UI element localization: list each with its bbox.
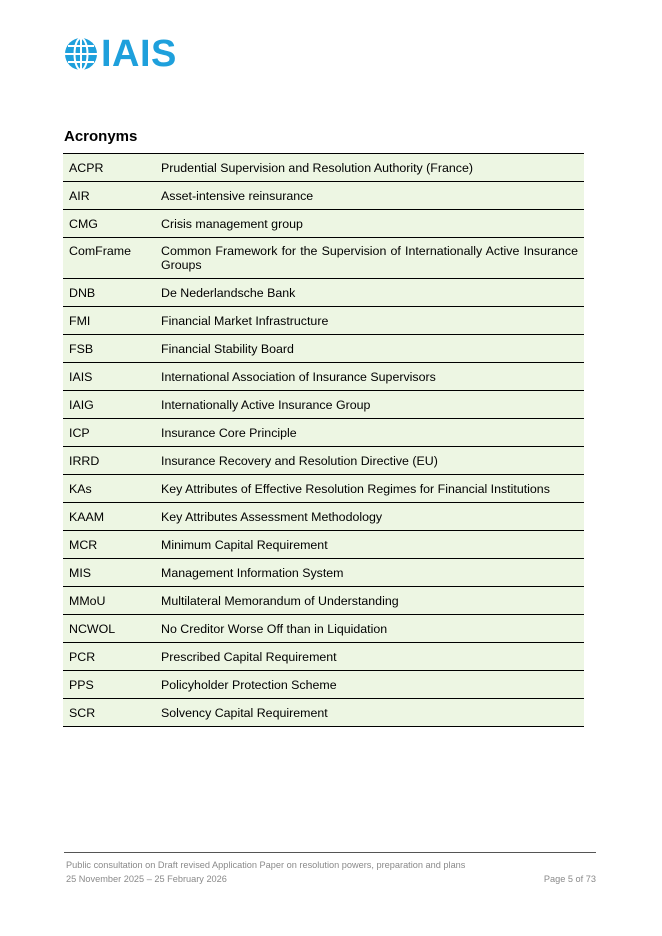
definition-cell: Management Information System — [155, 559, 584, 587]
table-row — [63, 307, 584, 335]
acronyms-table — [63, 153, 584, 727]
table-row — [63, 363, 584, 391]
footer-document-title: Public consultation on Draft revised Application Paper on resolution powers, preparation and plans — [66, 860, 466, 870]
table-row — [63, 391, 584, 419]
definition-cell: Crisis management group — [155, 210, 584, 238]
definition-cell: Insurance Core Principle — [155, 419, 584, 447]
definition-cell: No Creditor Worse Off than in Liquidation — [155, 615, 584, 643]
globe-icon — [64, 37, 98, 71]
table-row — [63, 238, 584, 279]
table-row — [63, 643, 584, 671]
table-row — [63, 335, 584, 363]
acronym-cell: MMoU — [63, 587, 155, 615]
acronym-cell: ACPR — [63, 154, 155, 182]
logo-text: IAIS — [101, 33, 177, 75]
footer-date-range: 25 November 2025 – 25 February 2026 — [66, 874, 227, 884]
table-row — [63, 615, 584, 643]
definition-cell: Solvency Capital Requirement — [155, 699, 584, 727]
definition-cell: Internationally Active Insurance Group — [155, 391, 584, 419]
table-row — [63, 559, 584, 587]
acronym-cell: MCR — [63, 531, 155, 559]
acronym-cell: AIR — [63, 182, 155, 210]
table-row — [63, 503, 584, 531]
acronym-cell: IAIG — [63, 391, 155, 419]
table-row — [63, 279, 584, 307]
definition-cell: Asset-intensive reinsurance — [155, 182, 584, 210]
acronym-cell: KAAM — [63, 503, 155, 531]
definition-cell: Prescribed Capital Requirement — [155, 643, 584, 671]
definition-cell: Financial Stability Board — [155, 335, 584, 363]
acronym-cell: ICP — [63, 419, 155, 447]
iais-logo — [64, 33, 177, 75]
definition-cell: De Nederlandsche Bank — [155, 279, 584, 307]
acronym-cell: CMG — [63, 210, 155, 238]
table-row — [63, 447, 584, 475]
table-row — [63, 210, 584, 238]
table-row — [63, 475, 584, 503]
table-row — [63, 154, 584, 182]
definition-cell: Common Framework for the Supervision of Internationally Active Insurance Groups — [155, 238, 584, 279]
definition-cell: Minimum Capital Requirement — [155, 531, 584, 559]
definition-cell: Key Attributes Assessment Methodology — [155, 503, 584, 531]
table-row — [63, 699, 584, 727]
acronym-cell: PPS — [63, 671, 155, 699]
acronym-cell: FSB — [63, 335, 155, 363]
definition-cell: Multilateral Memorandum of Understanding — [155, 587, 584, 615]
definition-cell: Insurance Recovery and Resolution Directive (EU) — [155, 447, 584, 475]
definition-cell: Prudential Supervision and Resolution Authority (France) — [155, 154, 584, 182]
footer-page-number: Page 5 of 73 — [543, 874, 596, 884]
acronym-cell: KAs — [63, 475, 155, 503]
acronym-cell: PCR — [63, 643, 155, 671]
acronym-cell: IAIS — [63, 363, 155, 391]
definition-cell: Financial Market Infrastructure — [155, 307, 584, 335]
acronym-cell: DNB — [63, 279, 155, 307]
acronym-cell: NCWOL — [63, 615, 155, 643]
table-row — [63, 531, 584, 559]
acronym-cell: SCR — [63, 699, 155, 727]
acronym-cell: FMI — [63, 307, 155, 335]
definition-cell: Key Attributes of Effective Resolution Regimes for Financial Institutions — [155, 475, 584, 503]
acronym-cell: MIS — [63, 559, 155, 587]
definition-cell: International Association of Insurance Supervisors — [155, 363, 584, 391]
table-row — [63, 671, 584, 699]
table-row — [63, 587, 584, 615]
table-row — [63, 182, 584, 210]
definition-cell: Policyholder Protection Scheme — [155, 671, 584, 699]
acronym-cell: IRRD — [63, 447, 155, 475]
acronym-cell: ComFrame — [63, 238, 155, 279]
section-title: Acronyms — [64, 128, 138, 145]
footer-divider — [64, 852, 596, 853]
table-row — [63, 419, 584, 447]
